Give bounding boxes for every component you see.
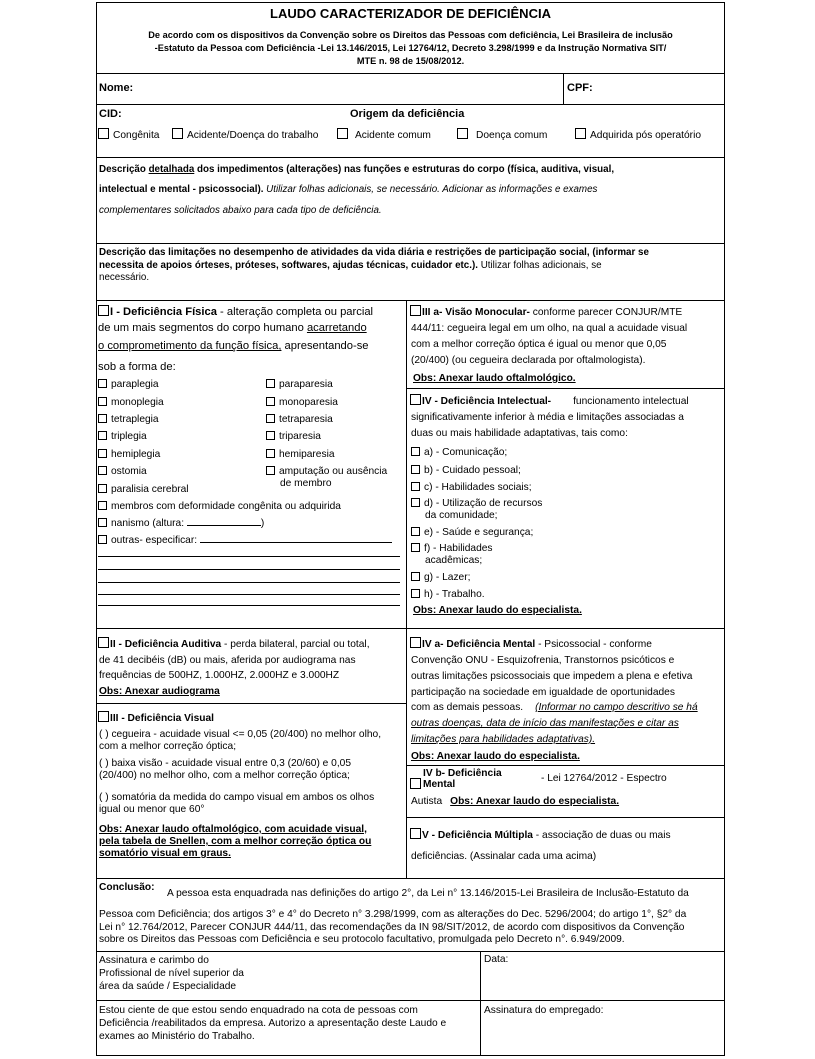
nome-field[interactable] [140, 76, 560, 102]
checkbox[interactable] [411, 589, 420, 598]
auditiva-line-2: de 41 decibéis (dB) ou mais, aferida por audiograma nas [99, 655, 356, 666]
checkbox[interactable] [266, 414, 275, 423]
conclusao-line-2: Pessoa com Deficiência; dos artigos 3° e 4° do Decreto n° 3.298/1999, com as alterações do Dec. 5296/2004; do artigo 1°, §2° da [99, 909, 687, 920]
checkbox[interactable] [411, 465, 420, 474]
assinatura-empregado-label: Assinatura do empregado: [484, 1005, 604, 1016]
checkbox[interactable] [98, 379, 107, 388]
fisica-line-1: I - Deficiência Física - alteração completa ou parcial [98, 305, 373, 318]
checkbox[interactable] [411, 527, 420, 536]
fisica-option-triplegia[interactable]: triplegia [98, 431, 147, 444]
divider [406, 765, 725, 766]
intelectual-checkbox[interactable] [410, 394, 421, 405]
cpf-label: CPF: [567, 82, 593, 94]
intro-line-1: De acordo com os dispositivos da Convenção sobre os Direitos das Pessoas com deficiência, Lei Brasileira de inclusão [148, 30, 673, 40]
intelectual-option-b[interactable]: b) - Cuidado pessoal; [411, 465, 521, 478]
cid-label: CID: [99, 108, 122, 120]
multipla-checkbox[interactable] [410, 828, 421, 839]
visual-campo-2: igual ou menor que 60° [99, 804, 205, 815]
fisica-line-4: sob a forma de: [98, 361, 176, 373]
checkbox[interactable] [98, 449, 107, 458]
multipla-line-1: V - Deficiência Múltipla - associação de duas ou mais [410, 828, 671, 843]
intelectual-option-f-cont: acadêmicas; [425, 555, 483, 566]
fisica-option-triparesia[interactable]: triparesia [266, 431, 321, 444]
mental-b-checkbox[interactable] [410, 778, 421, 789]
divider [563, 73, 564, 104]
intelectual-obs: Obs: Anexar laudo do especialista. [413, 605, 582, 616]
nanismo-altura-field[interactable] [187, 525, 261, 526]
intelectual-option-f[interactable]: f) - Habilidades [411, 543, 493, 556]
mental-b-title-2: Mental [423, 779, 456, 790]
divider [96, 157, 725, 158]
checkbox[interactable] [98, 431, 107, 440]
desc-line-2: intelectual e mental - psicossocial). Utilizar folhas adicionais, se necessário. Adicionar as informações e exames [99, 184, 598, 195]
visual-baixa-visao-2: (20/400) no melhor olho, com a melhor correção óptica; [99, 770, 350, 781]
outras-line[interactable] [98, 594, 400, 595]
checkbox[interactable] [98, 414, 107, 423]
fisica-option-paralisia-cerebral[interactable]: paralisia cerebral [98, 484, 189, 497]
fisica-option-amputacao[interactable]: amputação ou ausência [266, 466, 387, 479]
form-title: LAUDO CARACTERIZADOR DE DEFICIÊNCIA [270, 6, 551, 21]
checkbox[interactable] [411, 498, 420, 507]
checkbox[interactable] [98, 484, 107, 493]
multipla-line-2: deficiências. (Assinalar cada uma acima) [411, 851, 597, 862]
checkbox[interactable] [172, 128, 183, 139]
checkbox[interactable] [98, 518, 107, 527]
conclusao-label: Conclusão: [99, 882, 155, 893]
mental-line-1: IV a- Deficiência Mental - Psicossocial - conforme [410, 637, 652, 652]
checkbox[interactable] [337, 128, 348, 139]
auditiva-line-1: II - Deficiência Auditiva - perda bilateral, parcial ou total, [98, 637, 370, 652]
checkbox[interactable] [457, 128, 468, 139]
divider [96, 73, 725, 74]
auditiva-line-3: frequências de 500HZ, 1.000HZ, 2.000HZ e 3.000HZ [99, 670, 340, 681]
limit-line-3: necessário. [99, 272, 150, 283]
fisica-option-monoplegia[interactable]: monoplegia [98, 397, 164, 410]
divider [96, 703, 406, 704]
visual-checkbox[interactable] [98, 711, 109, 722]
ciente-line-2: Deficiência /reabilitados da empresa. Autorizo a apresentação deste Laudo e [99, 1018, 447, 1029]
fisica-option-membros[interactable]: membros com deformidade congênita ou adquirida [98, 501, 341, 514]
mental-line-4: participação na sociedade em igualdade de oportunidades [411, 687, 675, 698]
intelectual-option-d[interactable]: d) - Utilização de recursos [411, 498, 542, 511]
visual-title-line: III - Deficiência Visual [98, 711, 214, 726]
checkbox[interactable] [411, 543, 420, 552]
fisica-option-nanismo[interactable]: nanismo (altura: ) [98, 518, 264, 531]
intelectual-line-1: IV - Deficiência Intelectual- funcionamento intelectual [410, 394, 689, 409]
fisica-option-paraplegia[interactable]: paraplegia [98, 379, 159, 392]
nome-label: Nome: [99, 82, 134, 94]
intro-line-3: MTE n. 98 de 15/08/2012. [356, 56, 465, 66]
visual-baixa-visao-1[interactable]: ( ) baixa visão - acuidade visual entre 0,3 (20/60) e 0,05 [99, 758, 352, 769]
intelectual-option-a[interactable]: a) - Comunicação; [411, 447, 507, 460]
monocular-checkbox[interactable] [410, 305, 421, 316]
fisica-option-ostomia[interactable]: ostomia [98, 466, 147, 479]
intelectual-option-g[interactable]: g) - Lazer; [411, 572, 470, 585]
origem-option-acidente-comum[interactable]: Acidente comum [337, 128, 431, 143]
divider [96, 628, 725, 629]
descricao-field[interactable] [98, 220, 723, 242]
fisica-option-outras[interactable]: outras- especificar: [98, 535, 392, 548]
data-label: Data: [484, 954, 509, 965]
checkbox[interactable] [411, 447, 420, 456]
monocular-line-2: 444/11: cegueira legal em um olho, na qual a acuidade visual [411, 323, 688, 334]
mental-line-7: limitações para habilidades adaptativas). [411, 734, 596, 745]
ciente-line-1: Estou ciente de que estou sendo enquadrado na cota de pessoas com [99, 1005, 418, 1016]
fisica-option-hemiparesia[interactable]: hemiparesia [266, 449, 335, 462]
assinatura-line-3: área da saúde / Especialidade [99, 981, 237, 992]
origem-option-doenca-comum[interactable]: Doença comum [457, 128, 547, 143]
outras-line[interactable] [98, 605, 400, 606]
mental-line-3: outras limitações psicossociais que impedem a plena e efetiva [411, 671, 693, 682]
monocular-line-4: (20/400) (ou cegueira declarada por oftalmologista). [411, 355, 646, 366]
ciente-line-3: exames ao Ministério do Trabalho. [99, 1031, 255, 1042]
visual-obs-2: pela tabela de Snellen, com a melhor correção óptica ou [99, 836, 372, 847]
origem-title: Origem da deficiência [350, 108, 465, 120]
fisica-checkbox[interactable] [98, 305, 109, 316]
mental-checkbox[interactable] [410, 637, 421, 648]
monocular-obs: Obs: Anexar laudo oftalmológico. [413, 373, 576, 384]
mental-line-2: Convenção ONU - Esquizofrenia, Transtornos psicóticos e [411, 655, 675, 666]
divider [96, 951, 725, 952]
visual-cegueira-2: com a melhor correção óptica; [99, 741, 237, 752]
visual-campo-1[interactable]: ( ) somatória da medida do campo visual em ambos os olhos [99, 792, 375, 803]
assinatura-line-1: Assinatura e carimbo do [99, 955, 209, 966]
intelectual-line-3: duas ou mais habilidade adaptativas, tais como: [411, 428, 628, 439]
checkbox[interactable] [98, 466, 107, 475]
checkbox[interactable] [98, 128, 109, 139]
fisica-line-2: de um mais segmentos do corpo humano acarretando [98, 322, 367, 334]
auditiva-checkbox[interactable] [98, 637, 109, 648]
outras-line[interactable] [98, 582, 400, 583]
checkbox[interactable] [266, 431, 275, 440]
outras-especificar-field[interactable] [200, 542, 392, 543]
divider [96, 300, 725, 301]
mental-b-rest: - Lei 12764/2012 - Espectro [541, 773, 667, 784]
fisica-option-monoparesia[interactable]: monoparesia [266, 397, 338, 410]
checkbox[interactable] [266, 379, 275, 388]
checkbox[interactable] [266, 397, 275, 406]
fisica-option-amputacao-cont: de membro [280, 478, 332, 489]
origem-option-congenita[interactable]: Congênita [98, 128, 159, 143]
divider [406, 388, 725, 389]
intelectual-option-e[interactable]: e) - Saúde e segurança; [411, 527, 533, 540]
checkbox[interactable] [411, 572, 420, 581]
mental-b-autista-line: Autista Obs: Anexar laudo do especialista. [411, 796, 620, 807]
checkbox[interactable] [575, 128, 586, 139]
intro-line-2: -Estatuto da Pessoa com Deficiência -Lei 13.146/2015, Lei 12764/12, Decreto 3.298/1999 e da Instrução Normativa SIT/ [154, 43, 667, 53]
origem-option-pos-operatorio[interactable]: Adquirida pós operatório [575, 128, 701, 143]
origem-option-acidente-trabalho[interactable]: Acidente/Doença do trabalho [172, 128, 318, 143]
fisica-option-tetraplegia[interactable]: tetraplegia [98, 414, 159, 427]
fisica-option-paraparesia[interactable]: paraparesia [266, 379, 333, 392]
checkbox[interactable] [266, 466, 275, 475]
conclusao-line-3: Lei n° 12.764/2012, Parecer CONJUR 444/11, das recomendações da IN 98/SIT/2012, de acordo com dispositivos da Convenção [99, 922, 685, 933]
checkbox[interactable] [98, 501, 107, 510]
divider [96, 1000, 725, 1001]
divider [406, 817, 725, 818]
intelectual-option-c[interactable]: c) - Habilidades sociais; [411, 482, 532, 495]
mental-line-6: outras doenças, data de início das manifestações e citar as [411, 718, 679, 729]
intelectual-option-d-cont: da comunidade; [425, 510, 498, 521]
divider [96, 104, 725, 105]
visual-obs-1: Obs: Anexar laudo oftalmológico, com acuidade visual, [99, 824, 367, 835]
cpf-field[interactable] [596, 76, 722, 102]
checkbox[interactable] [411, 482, 420, 491]
limit-line-1: Descrição das limitações no desempenho de atividades da vida diária e restrições de participação social, (informar se [99, 247, 649, 258]
divider [96, 243, 725, 244]
divider [480, 951, 481, 1056]
fisica-line-3: o comprometimento da função física, apresentando-se [98, 340, 369, 352]
limitacoes-field[interactable] [98, 285, 723, 299]
fisica-option-hemiplegia[interactable]: hemiplegia [98, 449, 160, 462]
monocular-line-3: com a melhor correção óptica é igual ou menor que 0,05 [411, 339, 667, 350]
conclusao-line-1: A pessoa esta enquadrada nas definições do artigo 2°, da Lei n° 13.146/2015-Lei Brasileira de Inclusão-Estatuto da [167, 888, 689, 899]
conclusao-line-4: sobre os Direitos das Pessoas com Deficiência e seu protocolo facultativo, promulgada pelo Decreto n°. 6.949/2009. [99, 934, 625, 945]
checkbox[interactable] [98, 397, 107, 406]
limit-line-2: necessita de apoios órteses, próteses, softwares, ajudas técnicas, cuidador etc.). Utilizar folhas adicionais, se [99, 260, 602, 271]
visual-cegueira-1[interactable]: ( ) cegueira - acuidade visual <= 0,05 (20/400) no melhor olho, [99, 729, 382, 740]
checkbox[interactable] [98, 535, 107, 544]
outras-line[interactable] [98, 556, 400, 557]
auditiva-obs: Obs: Anexar audiograma [99, 686, 220, 697]
intelectual-option-h[interactable]: h) - Trabalho. [411, 589, 485, 602]
mental-line-5: com as demais pessoas. (Informar no campo descritivo se há [411, 702, 698, 713]
mental-obs: Obs: Anexar laudo do especialista. [411, 751, 580, 762]
checkbox[interactable] [266, 449, 275, 458]
monocular-line-1: III a- Visão Monocular- conforme parecer CONJUR/MTE [410, 305, 682, 320]
divider [96, 878, 725, 879]
outras-line[interactable] [98, 569, 400, 570]
intelectual-line-2: significativamente inferior à média e limitações associadas a [411, 412, 684, 423]
divider [406, 300, 407, 878]
desc-line-1: Descrição detalhada dos impedimentos (alterações) nas funções e estruturas do corpo (física, auditiva, visual, [99, 164, 615, 175]
visual-obs-3: somatório visual em graus. [99, 848, 231, 859]
desc-line-3: complementares solicitados abaixo para cada tipo de deficiência. [99, 205, 382, 216]
mental-b-title-1: IV b- Deficiência [423, 768, 502, 779]
assinatura-empregado-field[interactable] [484, 1020, 722, 1052]
assinatura-line-2: Profissional de nível superior da [99, 968, 244, 979]
fisica-option-tetraparesia[interactable]: tetraparesia [266, 414, 333, 427]
data-field[interactable] [484, 968, 722, 996]
